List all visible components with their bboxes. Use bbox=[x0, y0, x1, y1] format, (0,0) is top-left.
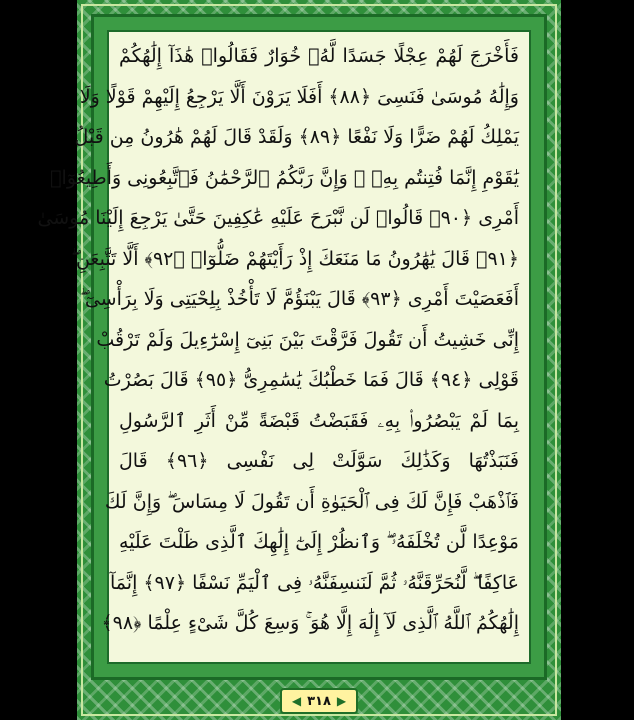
page-number: ٣١٨ bbox=[307, 693, 331, 709]
previous-page-arrow-icon[interactable]: ◀ bbox=[291, 694, 302, 708]
text-line: بِمَا لَمْ يَبْصُرُوا۟ بِهِۦ فَقَبَضْتُ قَبْضَةً مِّنْ أَثَرِ ٱلرَّسُولِ bbox=[119, 409, 519, 432]
page-footer bbox=[77, 688, 561, 714]
text-line: إِنِّى خَشِيتُ أَن تَقُولَ فَرَّقْتَ بَيْنَ بَنِىٓ إِسْرَٰٓءِيلَ وَلَمْ تَرْقُبْ bbox=[96, 328, 519, 351]
mushaf-page bbox=[37, 0, 561, 720]
next-page-arrow-icon[interactable]: ▶ bbox=[336, 694, 347, 708]
text-line: قَوْلِى ﴿٩٤﴾ قَالَ فَمَا خَطْبُكَ يَٰسَٰمِرِىُّ ﴿٩٥﴾ قَالَ بَصُرْتُ bbox=[103, 369, 519, 391]
text-line: وَإِلَٰهُ مُوسَىٰ فَنَسِىَ ﴿٨٨﴾ أَفَلَا يَرَوْنَ أَلَّا يَرْجِعُ إِلَيْهِمْ قَوْلًا وَلَا bbox=[79, 85, 519, 108]
text-line: فَٱذْهَبْ فَإِنَّ لَكَ فِى ٱلْحَيَوٰةِ أَن تَقُولَ لَا مِسَاسَ ۖ وَإِنَّ لَكَ bbox=[104, 490, 519, 513]
text-line: إِلَٰهُكُمُ ٱللَّهُ ٱلَّذِى لَآ إِلَٰهَ إِلَّا هُوَ ۚ وَسِعَ كُلَّ شَىْءٍ عِلْمًا ﴿٩٨﴾ bbox=[101, 612, 519, 634]
text-line: فَنَبَذْتُهَا وَكَذَٰلِكَ سَوَّلَتْ لِى نَفْسِى ﴿٩٦﴾ قَالَ bbox=[119, 450, 519, 472]
verse-text-panel bbox=[37, 30, 531, 664]
text-line: يَٰقَوْمِ إِنَّمَا فُتِنتُم بِهِۦ ۖ وَإِنَّ رَبَّكُمُ ٱلرَّحْمَٰنُ فَٱتَّبِعُونِى وَأَطِيعُوٓا۟ bbox=[50, 166, 519, 189]
text-line: فَأَخْرَجَ لَهُمْ عِجْلًا جَسَدًا لَّهُۥ خُوَارٌ فَقَالُوا۟ هَٰذَآ إِلَٰهُكُمْ bbox=[119, 45, 519, 67]
text-line: ﴿٩١﴾ قَالَ يَٰهَٰرُونُ مَا مَنَعَكَ إِذْ رَأَيْتَهُمْ ضَلُّوٓا۟ ﴿٩٢﴾ أَلَّا تَتَّبِعَنِ ۖ bbox=[71, 247, 519, 270]
text-line: يَمْلِكُ لَهُمْ ضَرًّا وَلَا نَفْعًا ﴿٨٩﴾ وَلَقَدْ قَالَ لَهُمْ هَٰرُونُ مِن قَبْلُ bbox=[74, 126, 519, 148]
text-line: عَاكِفًا ۖ لَّنُحَرِّقَنَّهُۥ ثُمَّ لَنَنسِفَنَّهُۥ فِى ٱلْيَمِّ نَسْفًا ﴿٩٧﴾ إِنَّمَآ bbox=[110, 571, 519, 594]
text-line: مَوْعِدًا لَّن تُخْلَفَهُۥ ۖ وَٱنظُرْ إِلَىٰٓ إِلَٰهِكَ ٱلَّذِى ظَلْتَ عَلَيْهِ bbox=[119, 531, 519, 553]
text-line: أَمْرِى ﴿٩٠﴾ قَالُوا۟ لَن نَّبْرَحَ عَلَيْهِ عَٰكِفِينَ حَتَّىٰ يَرْجِعَ إِلَيْنَا مُوسَىٰ bbox=[37, 207, 519, 229]
text-line: أَفَعَصَيْتَ أَمْرِى ﴿٩٣﴾ قَالَ يَبْنَؤُمَّ لَا تَأْخُذْ بِلِحْيَتِى وَلَا بِرَأْسِىٓ ۖ bbox=[80, 288, 519, 310]
page-number-tab bbox=[280, 688, 358, 714]
